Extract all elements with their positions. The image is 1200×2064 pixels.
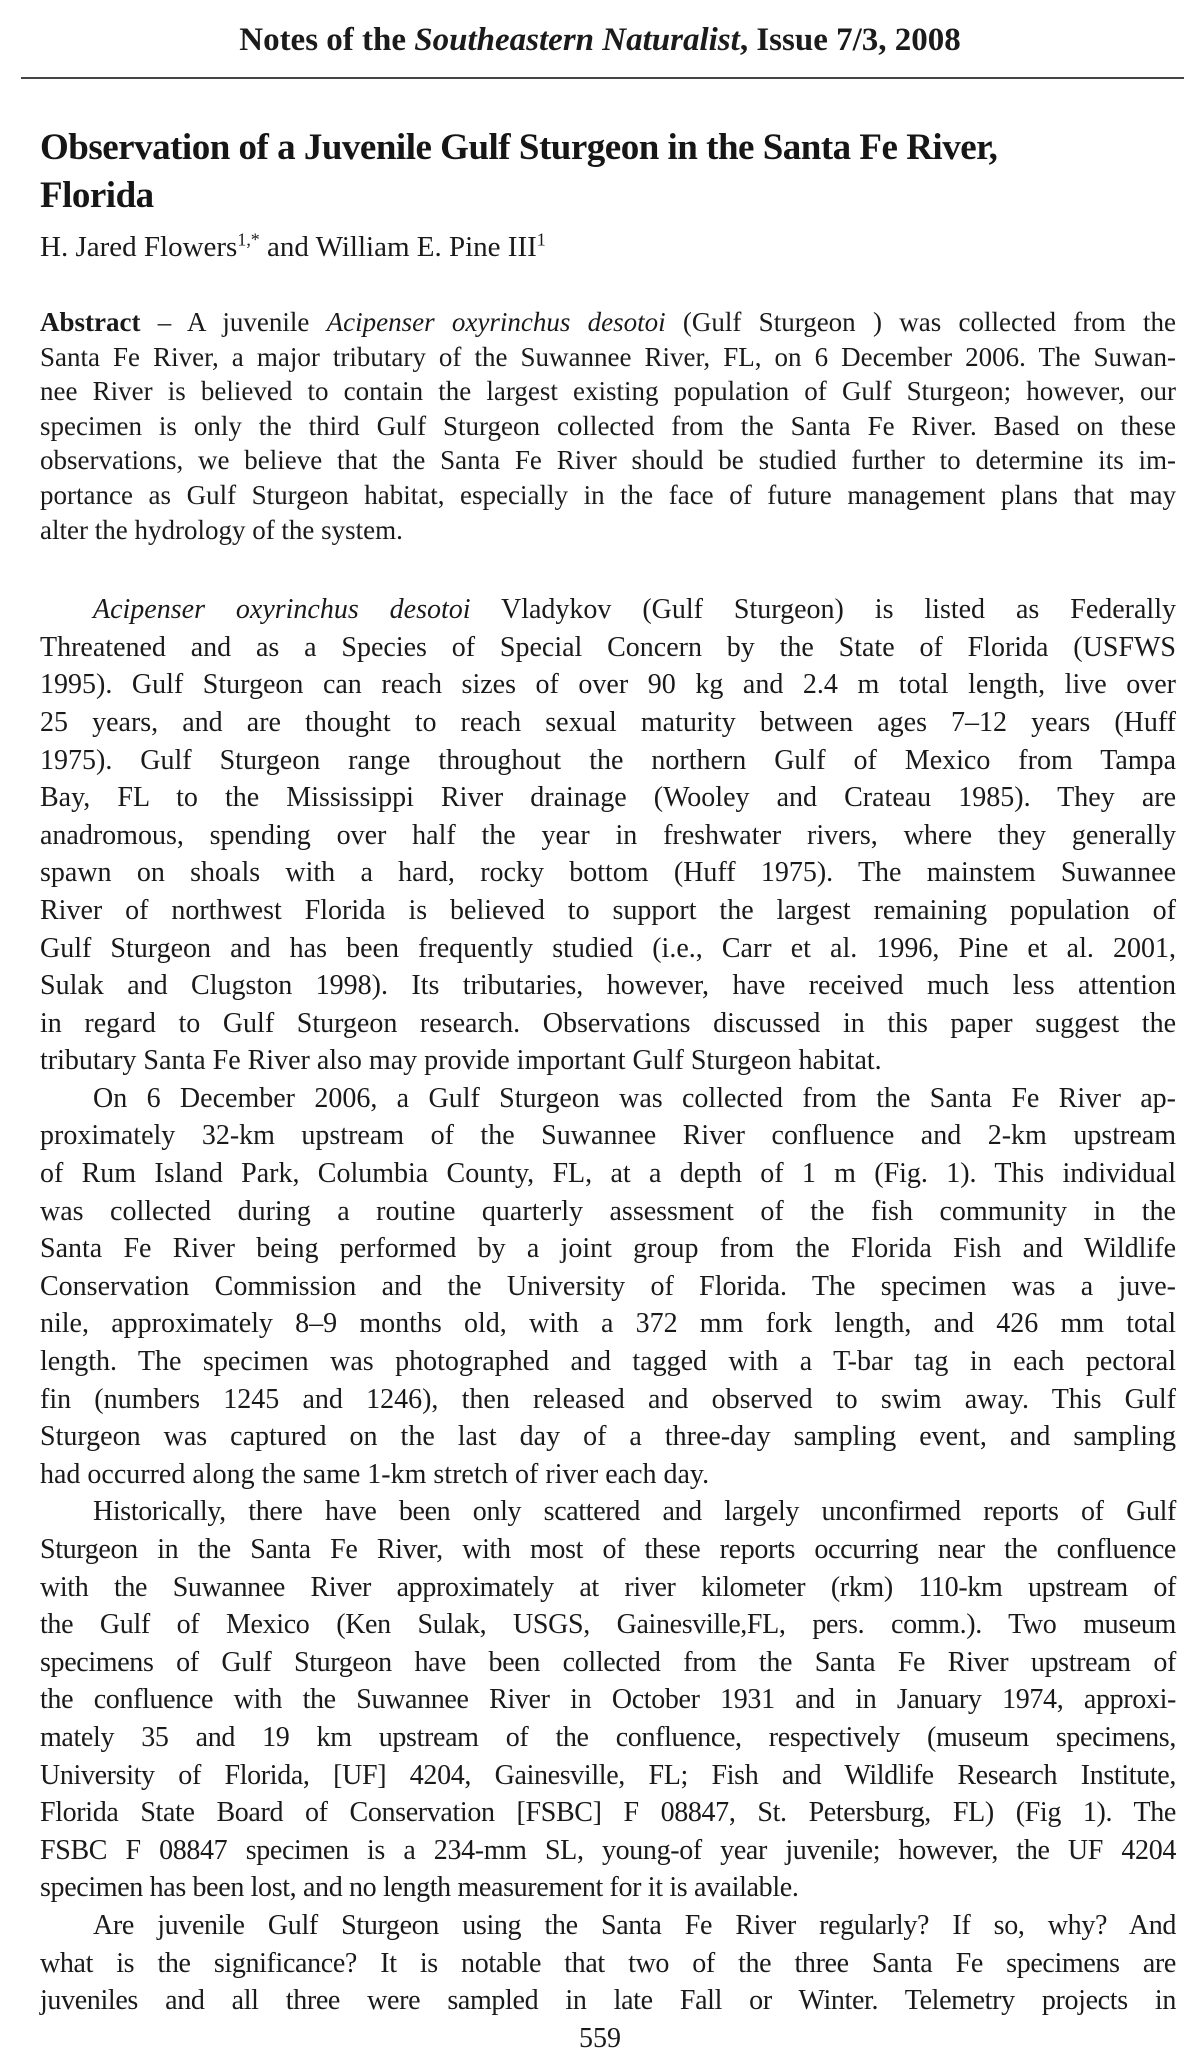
- text-line: [40, 742, 1176, 780]
- text-line: [40, 1381, 1176, 1419]
- text-segment: the Gulf of Mexico (Ken Sulak, USGS, Gainesville,FL, pers. comm.). Two museum: [40, 1609, 1176, 1641]
- text-segment: tributary Santa Fe River also may provide important Gulf Sturgeon habitat.: [40, 1045, 882, 1077]
- text-line: [40, 478, 1176, 513]
- text-line: [40, 305, 1176, 340]
- text-segment: , Issue 7/3, 2008: [739, 22, 961, 58]
- abstract-block: [40, 305, 1176, 547]
- text-line: [40, 967, 1176, 1005]
- text-line: [40, 854, 1176, 892]
- text-line: [40, 779, 1176, 817]
- text-segment: with the Suwannee River approximately at river kilometer (rkm) 110-km upstream of: [40, 1571, 1176, 1603]
- text-segment: River of northwest Florida is believed to support the largest remaining population of: [40, 894, 1176, 926]
- header-divider-rule: [21, 77, 1184, 79]
- article-title-line: Observation of a Juvenile Gulf Sturgeon in the Santa Fe River,: [40, 127, 998, 168]
- text-segment: specimen has been lost, and no length measurement for it is available.: [40, 1872, 799, 1904]
- text-line: [40, 1005, 1176, 1043]
- text-segment: Conservation Commission and the University of Florida. The specimen was a juve-: [40, 1270, 1176, 1302]
- text-line: [40, 1080, 1176, 1118]
- text-segment: University of Florida, [UF] 4204, Gainesville, FL; Fish and Wildlife Research Institute,: [40, 1759, 1176, 1791]
- text-segment: what is the significance? It is notable that two of the three Santa Fe specimens are: [40, 1947, 1176, 1979]
- article-authors: [40, 229, 1160, 266]
- journal-header: [0, 0, 1200, 60]
- text-segment: Southeastern Naturalist: [414, 22, 740, 58]
- text-segment: Vladykov (Gulf Sturgeon) is listed as Federally: [470, 594, 1176, 626]
- text-segment: Acipenser oxyrinchus desotoi: [326, 307, 666, 337]
- text-line: [40, 1418, 1176, 1456]
- text-segment: of Rum Island Park, Columbia County, FL, at a depth of 1 m (Fig. 1). This individual: [40, 1158, 1176, 1190]
- text-segment: the confluence with the Suwannee River in October 1931 and in January 1974, approxi-: [40, 1684, 1176, 1716]
- text-segment: FSBC F 08847 specimen is a 234-mm SL, young-of year juvenile; however, the UF 4204: [40, 1834, 1176, 1866]
- text-segment: fin (numbers 1245 and 1246), then released and observed to swim away. This Gulf: [40, 1383, 1176, 1415]
- text-line: [40, 1193, 1176, 1231]
- text-segment: nile, approximately 8–9 months old, with a 372 mm fork length, and 426 mm total: [40, 1308, 1176, 1340]
- text-segment: Florida State Board of Conservation [FSBC] F 08847, St. Petersburg, FL) (Fig 1). The: [40, 1797, 1176, 1829]
- text-line: [40, 1042, 1176, 1080]
- text-segment: Are juvenile Gulf Sturgeon using the Santa Fe River regularly? If so, why? And: [93, 1909, 1176, 1941]
- text-line: [40, 1456, 1176, 1494]
- text-line: [40, 892, 1176, 930]
- text-line: [40, 1719, 1176, 1757]
- text-segment: Gulf Sturgeon and has been frequently studied (i.e., Carr et al. 1996, Pine et al. 2001,: [40, 932, 1176, 964]
- text-segment: Acipenser oxyrinchus desotoi: [93, 594, 471, 626]
- text-segment: – A juvenile: [140, 307, 327, 337]
- text-segment: Sturgeon in the Santa Fe River, with most of these reports occurring near the confluence: [40, 1534, 1176, 1565]
- text-segment: Bay, FL to the Mississippi River drainage (Wooley and Crateau 1985). They are: [40, 782, 1176, 814]
- text-segment: anadromous, spending over half the year in freshwater rivers, where they generally: [40, 819, 1176, 851]
- text-line: [40, 443, 1176, 478]
- text-line: [40, 1832, 1176, 1870]
- text-line: [40, 1681, 1176, 1719]
- text-line: [40, 1155, 1176, 1193]
- text-line: [40, 666, 1176, 704]
- text-segment: Abstract: [40, 307, 141, 337]
- text-line: [40, 1493, 1176, 1531]
- text-segment: length. The specimen was photographed and tagged with a T-bar tag in each pectoral: [40, 1346, 1176, 1378]
- text-line: [40, 1794, 1176, 1832]
- text-line: [40, 629, 1176, 667]
- text-line: [40, 817, 1176, 855]
- text-segment: Sturgeon was captured on the last day of a three-day sampling event, and sampling: [40, 1421, 1176, 1453]
- text-segment: had occurred along the same 1-km stretch of river each day.: [40, 1458, 710, 1490]
- text-segment: Threatened and as a Species of Special Concern by the State of Florida (USFWS: [40, 631, 1176, 663]
- text-segment: H. Jared Flowers: [40, 231, 238, 263]
- text-line: [40, 1343, 1176, 1381]
- text-line: [40, 704, 1176, 742]
- text-line: [40, 1757, 1176, 1795]
- body-paragraph: [40, 1493, 1176, 1907]
- text-segment: Notes of the: [239, 22, 415, 58]
- page-number: 559: [579, 2022, 621, 2054]
- text-segment: (Gulf Sturgeon ) was collected from the: [665, 307, 1176, 337]
- text-line: [40, 1531, 1176, 1569]
- text-line: [40, 1907, 1176, 1945]
- text-line: [40, 1268, 1176, 1306]
- text-segment: spawn on shoals with a hard, rocky bottom (Huff 1975). The mainstem Suwannee: [40, 857, 1176, 889]
- text-segment: 25 years, and are thought to reach sexual maturity between ages 7–12 years (Huff: [40, 706, 1176, 738]
- text-segment: in regard to Gulf Sturgeon research. Observations discussed in this paper suggest the: [40, 1007, 1176, 1039]
- body-paragraph: [40, 1080, 1176, 1494]
- article-title-line: Florida: [40, 175, 154, 216]
- article-title: [40, 124, 1180, 220]
- text-line: [40, 1305, 1176, 1343]
- text-segment: Santa Fe River being performed by a joint group from the Florida Fish and Wildlife: [40, 1233, 1176, 1265]
- text-line: [40, 1606, 1176, 1644]
- text-line: [40, 1230, 1176, 1268]
- text-segment: On 6 December 2006, a Gulf Sturgeon was collected from the Santa Fe River ap-: [93, 1082, 1176, 1114]
- text-line: [40, 1569, 1176, 1607]
- text-line: [40, 1644, 1176, 1682]
- text-segment: was collected during a routine quarterly assessment of the fish community in the: [40, 1195, 1176, 1227]
- text-segment: nee River is believed to contain the largest existing population of Gulf Sturgeon; however, our: [40, 376, 1176, 407]
- text-line: [40, 591, 1176, 629]
- body-paragraph: [40, 591, 1176, 1080]
- text-segment: juveniles and all three were sampled in late Fall or Winter. Telemetry projects in: [40, 1985, 1176, 2017]
- text-segment: and William E. Pine III: [259, 231, 537, 263]
- text-segment: mately 35 and 19 km upstream of the confluence, respectively (museum specimens,: [40, 1721, 1176, 1753]
- text-segment: 1975). Gulf Sturgeon range throughout the northern Gulf of Mexico from Tampa: [40, 744, 1176, 776]
- text-line: [40, 1945, 1176, 1983]
- body-paragraph: [40, 1907, 1176, 2020]
- text-segment: 1: [536, 229, 546, 250]
- text-segment: specimens of Gulf Sturgeon have been collected from the Santa Fe River upstream of: [40, 1646, 1176, 1678]
- text-line: [40, 374, 1176, 409]
- text-line: [40, 409, 1176, 444]
- text-segment: observations, we believe that the Santa Fe River should be studied further to determine its im-: [40, 445, 1176, 476]
- article-body: [40, 591, 1176, 2020]
- text-segment: Santa Fe River, a major tributary of the Suwannee River, FL, on 6 December 2006. The Suwan-: [40, 341, 1176, 372]
- text-segment: proximately 32-km upstream of the Suwannee River confluence and 2-km upstream: [40, 1120, 1176, 1152]
- text-line: [40, 1982, 1176, 2020]
- text-segment: alter the hydrology of the system.: [40, 514, 403, 545]
- text-segment: 1995). Gulf Sturgeon can reach sizes of over 90 kg and 2.4 m total length, live over: [40, 669, 1176, 701]
- text-segment: specimen is only the third Gulf Sturgeon collected from the Santa Fe River. Based on these: [40, 410, 1176, 441]
- text-segment: portance as Gulf Sturgeon habitat, especially in the face of future management plans that may: [40, 479, 1176, 510]
- text-line: [40, 930, 1176, 968]
- text-segment: Sulak and Clugston 1998). Its tributaries, however, have received much less attention: [40, 970, 1176, 1002]
- text-line: [40, 1117, 1176, 1155]
- text-segment: 1,*: [237, 229, 260, 250]
- text-segment: Historically, there have been only scattered and largely unconfirmed reports of Gulf: [93, 1496, 1176, 1528]
- text-line: [40, 513, 1176, 548]
- text-line: [40, 340, 1176, 375]
- text-line: [40, 1869, 1176, 1907]
